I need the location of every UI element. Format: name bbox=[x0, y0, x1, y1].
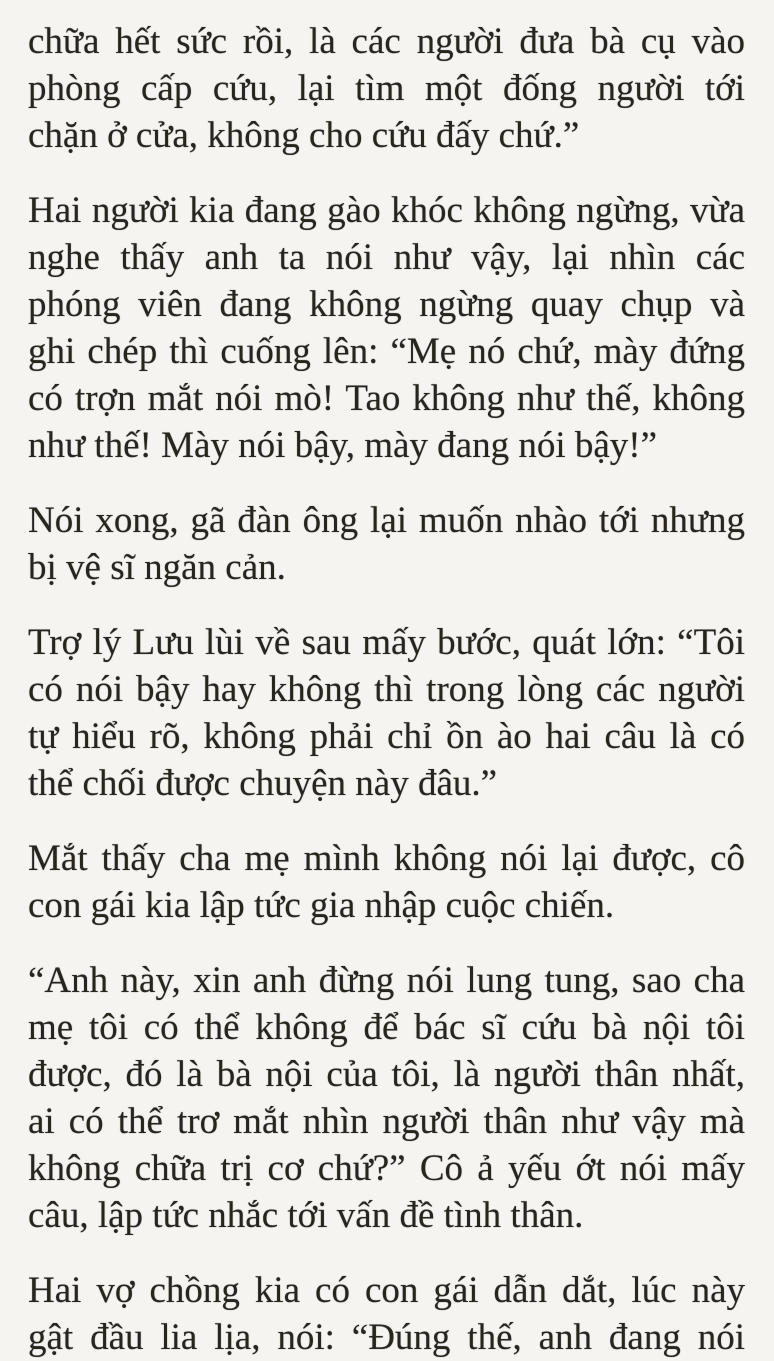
text-line: Nói xong, gã đàn ông lại muốn nhào tới nhưng bbox=[28, 500, 745, 541]
text-line: mẹ tôi có thể không để bác sĩ cứu bà nội tôi bbox=[28, 1007, 745, 1048]
text-line: chữa hết sức rồi, là các người đưa bà cụ vào bbox=[28, 21, 745, 62]
text-line: con gái kia lập tức gia nhập cuộc chiến. bbox=[28, 885, 615, 926]
text-line: nghe thấy anh ta nói như vậy, lại nhìn các bbox=[28, 237, 745, 278]
text-line: không chữa trị cơ chứ?” Cô ả yếu ớt nói mấy bbox=[28, 1148, 745, 1189]
text-line: tự hiểu rõ, không phải chỉ ồn ào hai câu là có bbox=[28, 716, 745, 757]
paragraph-7 bbox=[28, 1267, 745, 1361]
text-line: phòng cấp cứu, lại tìm một đống người tới bbox=[28, 68, 745, 109]
text-line: Mắt thấy cha mẹ mình không nói lại được, cô bbox=[28, 838, 745, 879]
text-line: có nói bậy hay không thì trong lòng các người bbox=[28, 669, 745, 710]
text-line: có trợn mắt nói mò! Tao không như thế, không bbox=[28, 378, 745, 419]
paragraph-6 bbox=[28, 957, 745, 1239]
text-line: ghi chép thì cuống lên: “Mẹ nó chứ, mày đứng bbox=[28, 331, 745, 372]
paragraph-2 bbox=[28, 187, 745, 469]
paragraph-1 bbox=[28, 18, 745, 159]
text-line: câu, lập tức nhắc tới vấn đề tình thân. bbox=[28, 1195, 584, 1236]
text-line: chặn ở cửa, không cho cứu đấy chứ.” bbox=[28, 115, 580, 156]
text-line: Hai vợ chồng kia có con gái dẫn dắt, lúc này bbox=[28, 1270, 745, 1311]
paragraph-4 bbox=[28, 619, 745, 807]
text-line: phóng viên đang không ngừng quay chụp và bbox=[28, 284, 745, 325]
text-line: thể chối được chuyện này đâu.” bbox=[28, 763, 498, 804]
page-text bbox=[28, 18, 745, 1361]
text-line: được, đó là bà nội của tôi, là người thân nhất, bbox=[28, 1054, 745, 1095]
text-line: Trợ lý Lưu lùi về sau mấy bước, quát lớn: “Tôi bbox=[28, 622, 745, 663]
paragraph-3 bbox=[28, 497, 745, 591]
text-line: như thế! Mày nói bậy, mày đang nói bậy!” bbox=[28, 425, 658, 466]
text-line: bị vệ sĩ ngăn cản. bbox=[28, 547, 286, 588]
text-line: ai có thể trơ mắt nhìn người thân như vậy mà bbox=[28, 1101, 745, 1142]
text-line: Hai người kia đang gào khóc không ngừng, vừa bbox=[28, 190, 745, 231]
text-line: gật đầu lia lịa, nói: “Đúng thế, anh đang nói bbox=[28, 1317, 745, 1358]
text-line: “Anh này, xin anh đừng nói lung tung, sao cha bbox=[28, 960, 745, 1001]
paragraph-5 bbox=[28, 835, 745, 929]
